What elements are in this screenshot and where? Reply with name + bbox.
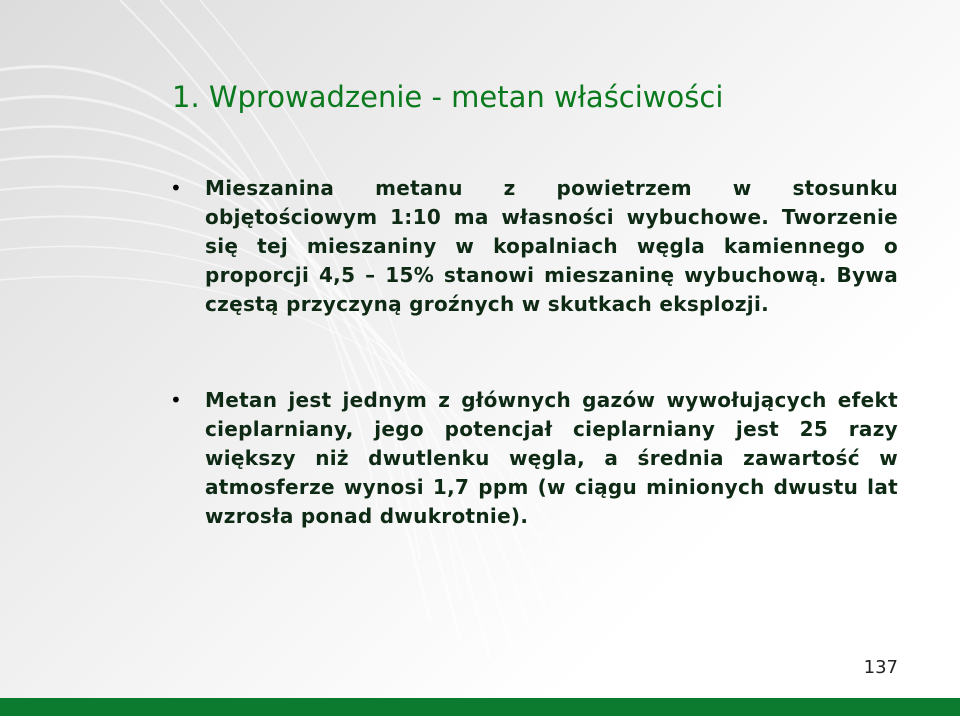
slide-title: 1. Wprowadzenie - metan właściwości (172, 80, 724, 114)
bullet-text: Metan jest jednym z głównych gazów wywołujących efekt cieplarniany, jego potencjał cieplarniany jest 25 razy większy niż dwutlenku węgla, a średnia zawartość w atmosferze wynosi 1,7 ppm (w ciągu minionych dwustu lat wzrosła ponad dwukrotnie). (205, 388, 898, 528)
bullet-dot-icon: • (170, 388, 183, 412)
bullet-dot-icon: • (170, 176, 183, 200)
bullet-item (170, 386, 898, 531)
bullet-list-2 (170, 386, 898, 531)
bullet-list-1 (170, 174, 898, 319)
page-number: 137 (863, 657, 898, 678)
bottom-bar (0, 698, 960, 716)
bullet-item (170, 174, 898, 319)
bullet-text: Mieszanina metanu z powietrzem w stosunku objętościowym 1:10 ma własności wybuchowe. Tworzenie się tej mieszaniny w kopalniach węgla kamiennego o proporcji 4,5 – 15% stanowi mieszaninę wybuchową. Bywa częstą przyczyną groźnych w skutkach eksplozji. (205, 176, 898, 316)
